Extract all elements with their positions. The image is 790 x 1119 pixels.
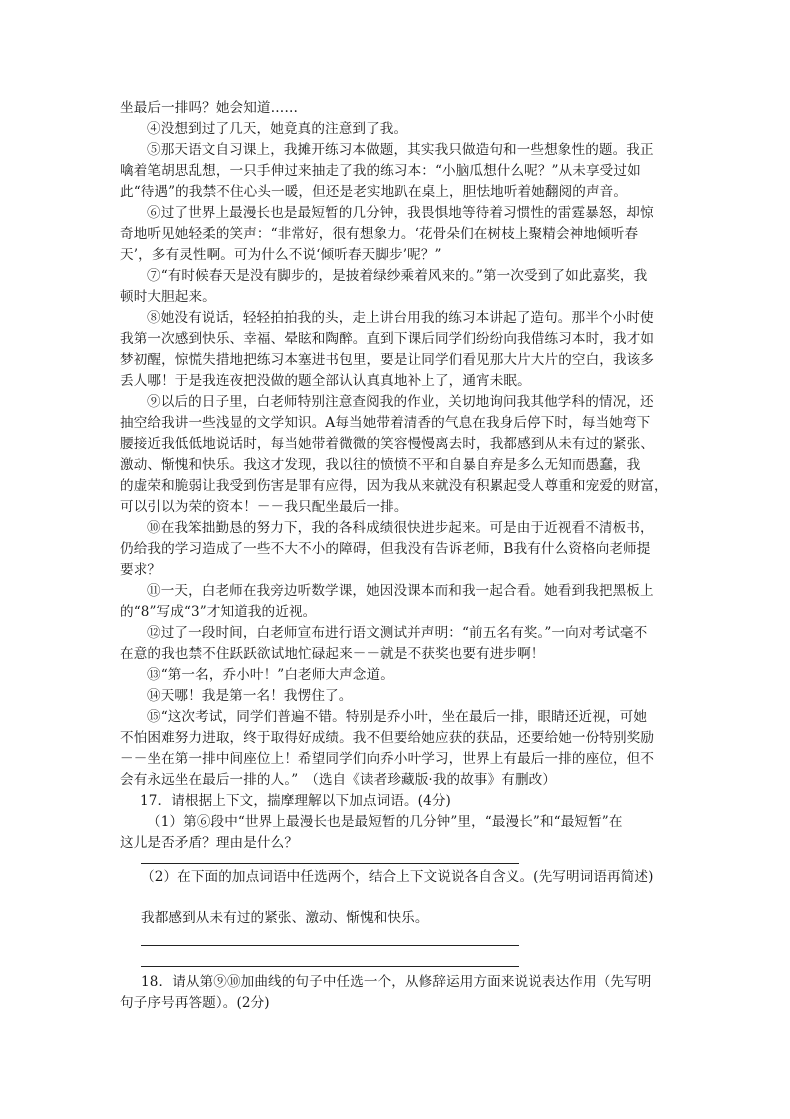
text-line: 顿时大胆起来。: [120, 289, 216, 305]
text-line: 会有永远坐在最后一排的人。” （选自《读者珍藏版·我的故事》有删改）: [120, 772, 557, 788]
text-line: 仍给我的学习造成了一些不大不小的障碍，但我没有告诉老师，B我有什么资格向老师提: [120, 541, 651, 557]
text-line: ⑩在我笨拙勤恳的努力下，我的各科成绩很快进步起来。可是由于近视看不清板书，: [147, 520, 654, 536]
text-line: 坐最后一排吗？她会知道……: [120, 100, 299, 116]
text-line: 梦初醒，惊慌失措地把练习本塞进书包里，要是让同学们看见那大片大片的空白，我该多: [120, 352, 655, 368]
question-17-example-sentence: 我都感到从未有过的紧张、激动、惭愧和快乐。: [141, 910, 429, 926]
text-line: 的“8”写成“3”才知道我的近视。: [120, 604, 317, 620]
question-18-title: 18．请从第⑨⑩加曲线的句子中任选一个，从修辞运用方面来说说表达作用（先写明: [141, 974, 652, 990]
text-line: 我第一次感到快乐、幸福、晕眩和陶醉。直到下课后同学们纷纷向我借练习本时，我才如: [120, 331, 655, 347]
text-line: ⑧她没有说话，轻轻拍拍我的头，走上讲台用我的练习本讲起了造句。那半个小时使: [147, 310, 654, 326]
text-line: ⑭天哪！我是第一名！我愣住了。: [147, 688, 353, 704]
text-line: ⑫过了一段时间，白老师宣布进行语文测试并声明：“前五名有奖。”一向对考试毫不: [147, 625, 648, 641]
text-line: ⑦“有时候春天是没有脚步的，是披着绿纱乘着风来的。”第一次受到了如此嘉奖，我: [147, 268, 648, 284]
text-line: ⑪一天，白老师在我旁边听数学课，她因没课本而和我一起合看。她看到我把黑板上: [147, 583, 654, 599]
text-line: 可以引以为荣的资本！－－我只配坐最后一排。: [120, 499, 408, 515]
text-line: 腰接近我低低地说话时，每当她带着微微的笑容慢慢离去时，我都感到从未有过的紧张、: [120, 436, 655, 452]
text-line: 奇地听见她轻柔的笑声：“非常好，很有想象力。‘花骨朵们在树枝上聚精会神地倾听春: [120, 226, 639, 242]
text-line: 激动、惭愧和快乐。我这才发现，我以往的愤愤不平和自暴自弃是多么无知而愚蠢，我: [120, 457, 641, 473]
text-line: 不怕困难努力进取，终于取得好成绩。我不但要给她应获的获品，还要给她一份特别奖励: [120, 730, 655, 746]
question-18-cont: 句子序号再答题）。(2分): [120, 995, 270, 1011]
question-17-part-2: （2）在下面的加点词语中任选两个，结合上下文说说各自含义。(先写明词语再简述): [141, 869, 654, 885]
text-line: 此“待遇”的我禁不住心头一暖，但还是老实地趴在桌上，胆怯地听着她翻阅的声音。: [120, 184, 628, 200]
text-line: ⑬“第一名，乔小叶！”白老师大声念道。: [147, 667, 394, 683]
answer-line[interactable]: [141, 945, 519, 946]
question-17-title: 17．请根据上下文，揣摩理解以下加点词语。(4分): [140, 793, 451, 809]
text-line: 在意的我也禁不住跃跃欲试地忙碌起来－－就是不获奖也要有进步啊！: [120, 646, 545, 662]
text-line: ④没想到过了几天，她竟真的注意到了我。: [147, 121, 408, 137]
text-line: 丢人哪！于是我连夜把没做的题全部认认真真地补上了，通宵未眠。: [120, 373, 531, 389]
question-17-part-1: （1）第⑥段中“世界上最漫长也是最短暂的几分钟”里，“最漫长”和“最短暂”在: [147, 814, 623, 830]
text-line: 噙着笔胡思乱想，一只手伸过来抽走了我的练习本：“小脑瓜想什么呢？”从未享受过如: [120, 163, 641, 179]
text-line: －－坐在第一排中间座位上！希望同学们向乔小叶学习，世界上有最后一排的座位，但不: [120, 751, 655, 767]
text-line: 要求？: [120, 562, 162, 578]
text-line: ⑥过了世界上最漫长也是最短暂的几分钟，我畏惧地等待着习惯性的雷霆暴怒，却惊: [147, 205, 654, 221]
text-line: ⑮“这次考试，同学们普遍不错。特别是乔小叶，坐在最后一排，眼睛还近视，可她: [147, 709, 648, 725]
text-line: ⑤那天语文自习课上，我摊开练习本做题，其实我只做造句和一些想象性的题。我正: [147, 142, 654, 158]
text-line: 天’，多有灵性啊。可为什么不说‘倾听春天脚步’呢？”: [120, 247, 442, 263]
text-line: 抽空给我讲一些浅显的文学知识。A每当她带着清香的气息在我身后停下时，每当她弯下: [120, 415, 651, 431]
text-line: 的虚荣和脆弱让我受到伤害是罪有应得，因为我从来就没有积累起受人尊重和宠爱的财富，: [120, 478, 668, 494]
answer-line[interactable]: [141, 966, 519, 967]
answer-line[interactable]: [141, 863, 519, 864]
question-17-part-1-cont: 这儿是否矛盾？理由是什么？: [120, 835, 299, 851]
text-line: ⑨以后的日子里，白老师特别注意查阅我的作业，关切地询问我其他学科的情况，还: [147, 394, 654, 410]
